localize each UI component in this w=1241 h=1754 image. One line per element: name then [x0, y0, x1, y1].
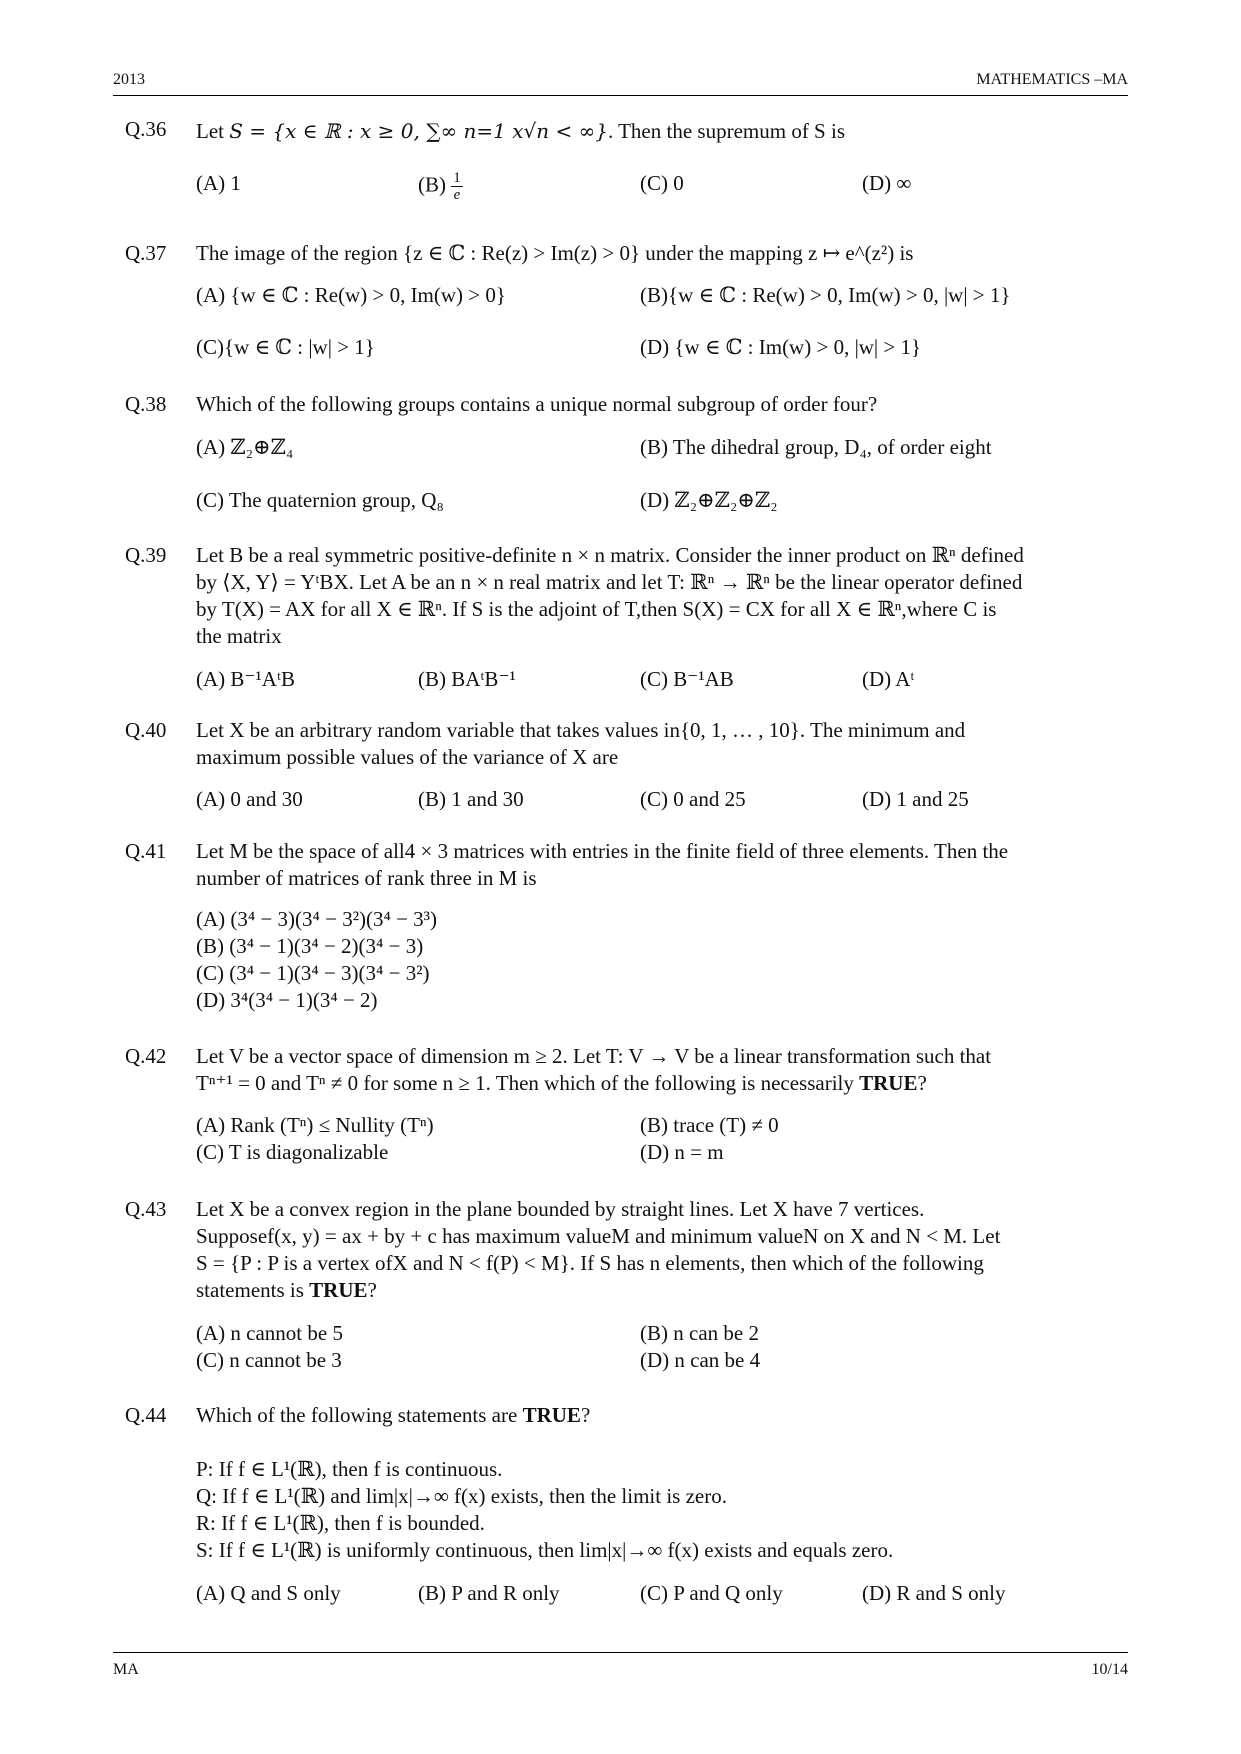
question-stem: The image of the region {z ∈ ℂ : Re(z) > Im(z) > 0} under the mapping z ↦ e^(z²) is	[196, 241, 914, 265]
statement-r: R: If f ∈ L¹(ℝ), then f is bounded.	[196, 1511, 485, 1535]
option-a: (A) n cannot be 5	[196, 1321, 343, 1345]
question-number: Q.39	[125, 543, 167, 567]
header-rule	[113, 95, 1128, 96]
option-d: (D) n = m	[640, 1140, 724, 1164]
footer-code: MA	[113, 1661, 139, 1678]
option-c: (C) P and Q only	[640, 1581, 783, 1605]
option-a: (A) ℤ₂⊕ℤ₄	[196, 435, 294, 459]
option-d: (D) Aᵗ	[862, 667, 915, 691]
option-b: (B) The dihedral group, D₄, of order eight	[640, 435, 992, 459]
option-a: (A) Q and S only	[196, 1581, 341, 1605]
question-stem: Let X be an arbitrary random variable that takes values in{0, 1, … , 10}. The minimum and maximum possible values of the variance of X are	[196, 718, 966, 769]
option-c: (C) 0	[640, 171, 684, 195]
option-d: (D) R and S only	[862, 1581, 1006, 1605]
option-a: (A) (3⁴ − 3)(3⁴ − 3²)(3⁴ − 3³)	[196, 907, 437, 931]
option-d: (D) 3⁴(3⁴ − 1)(3⁴ − 2)	[196, 988, 378, 1012]
option-b: (B) P and R only	[418, 1581, 560, 1605]
option-b: (B) (3⁴ − 1)(3⁴ − 2)(3⁴ − 3)	[196, 934, 424, 958]
question-number: Q.36	[125, 117, 167, 141]
header-year: 2013	[113, 71, 145, 88]
question-number: Q.43	[125, 1197, 167, 1221]
option-a: (A) 1	[196, 171, 241, 195]
question-stem: Which of the following statements are TRUE?	[196, 1403, 591, 1427]
option-d: (D) n can be 4	[640, 1348, 761, 1372]
option-c: (C) (3⁴ − 1)(3⁴ − 3)(3⁴ − 3²)	[196, 961, 430, 985]
page-number: 10/14	[1091, 1661, 1128, 1678]
question-number: Q.38	[125, 392, 167, 416]
question-number: Q.42	[125, 1044, 167, 1068]
option-c: (C){w ∈ ℂ : |w| > 1}	[196, 335, 375, 359]
question-stem: Let M be the space of all4 × 3 matrices with entries in the finite field of three elements. Then the number of matrices of rank three in M is	[196, 839, 1009, 890]
statement-s: S: If f ∈ L¹(ℝ) is uniformly continuous, then lim|x|→∞ f(x) exists and equals zero.	[196, 1538, 894, 1562]
option-b: (B) BAᵗB⁻¹	[418, 667, 516, 691]
option-a: (A) 0 and 30	[196, 787, 303, 811]
option-b: (B) trace (T) ≠ 0	[640, 1113, 779, 1137]
option-d: (D) ∞	[862, 171, 912, 195]
option-a: (A) {w ∈ ℂ : Re(w) > 0, Im(w) > 0}	[196, 283, 506, 307]
statement-p: P: If f ∈ L¹(ℝ), then f is continuous.	[196, 1457, 503, 1481]
question-number: Q.37	[125, 241, 167, 265]
option-b: (B) n can be 2	[640, 1321, 759, 1345]
fraction: $\frac{1}{e}$	[453, 170, 461, 203]
question-number: Q.41	[125, 839, 167, 863]
math-expression: S = {x ∈ ℝ : x ≥ 0, ∑∞ n=1 x√n < ∞}	[229, 119, 608, 143]
statement-q: Q: If f ∈ L¹(ℝ) and lim|x|→∞ f(x) exists, then the limit is zero.	[196, 1484, 727, 1508]
option-b: (B){w ∈ ℂ : Re(w) > 0, Im(w) > 0, |w| > 1}	[640, 283, 1011, 307]
question-number: Q.44	[125, 1403, 167, 1427]
option-d: (D) {w ∈ ℂ : Im(w) > 0, |w| > 1}	[640, 335, 922, 359]
option-a: (A) B⁻¹AᵗB	[196, 667, 295, 691]
footer-rule	[113, 1652, 1128, 1653]
option-d: (D) ℤ₂⊕ℤ₂⊕ℤ₂	[640, 488, 778, 512]
header-subject: MATHEMATICS –MA	[976, 71, 1128, 88]
option-c: (C) T is diagonalizable	[196, 1140, 389, 1164]
option-c: (C) 0 and 25	[640, 787, 746, 811]
question-stem: Let V be a vector space of dimension m ≥ 2. Let T: V → V be a linear transformation such that Tⁿ⁺¹ = 0 and Tⁿ ≠ 0 for some n ≥ 1. Then which of the following is necessarily TRUE?	[196, 1044, 992, 1095]
question-stem: Let S = {x ∈ ℝ : x ≥ 0, ∑∞ n=1 x√n < ∞}. Then the supremum of S is	[196, 119, 845, 143]
question-stem: Let B be a real symmetric positive-definite n × n matrix. Consider the inner product on ℝⁿ defined by ⟨X, Y⟩ = YᵗBX. Let A be an n × n real matrix and let T: ℝⁿ → ℝⁿ be the linear operator defined by T(X) = AX for all X ∈ ℝⁿ. If S is the adjoint of T,then S(X) = CX for all X ∈ ℝⁿ,where C is the matrix	[196, 543, 1024, 648]
question-stem: Let X be a convex region in the plane bounded by straight lines. Let X have 7 vertices. Supposef(x, y) = ax + by + c has maximum valueM and minimum valueN on X and N < M. Let S = {P : P is a vertex ofX and N < f(P) < M}. If S has n elements, then which of the following statements is TRUE?	[196, 1197, 1001, 1302]
option-b: (B) $\frac{1}{e}$	[418, 170, 461, 203]
question-number: Q.40	[125, 718, 167, 742]
option-d: (D) 1 and 25	[862, 787, 969, 811]
option-a: (A) Rank (Tⁿ) ≤ Nullity (Tⁿ)	[196, 1113, 434, 1137]
option-c: (C) n cannot be 3	[196, 1348, 342, 1372]
question-stem: Which of the following groups contains a unique normal subgroup of order four?	[196, 392, 878, 416]
option-c: (C) B⁻¹AB	[640, 667, 734, 691]
option-b: (B) 1 and 30	[418, 787, 524, 811]
option-c: (C) The quaternion group, Q₈	[196, 488, 444, 512]
